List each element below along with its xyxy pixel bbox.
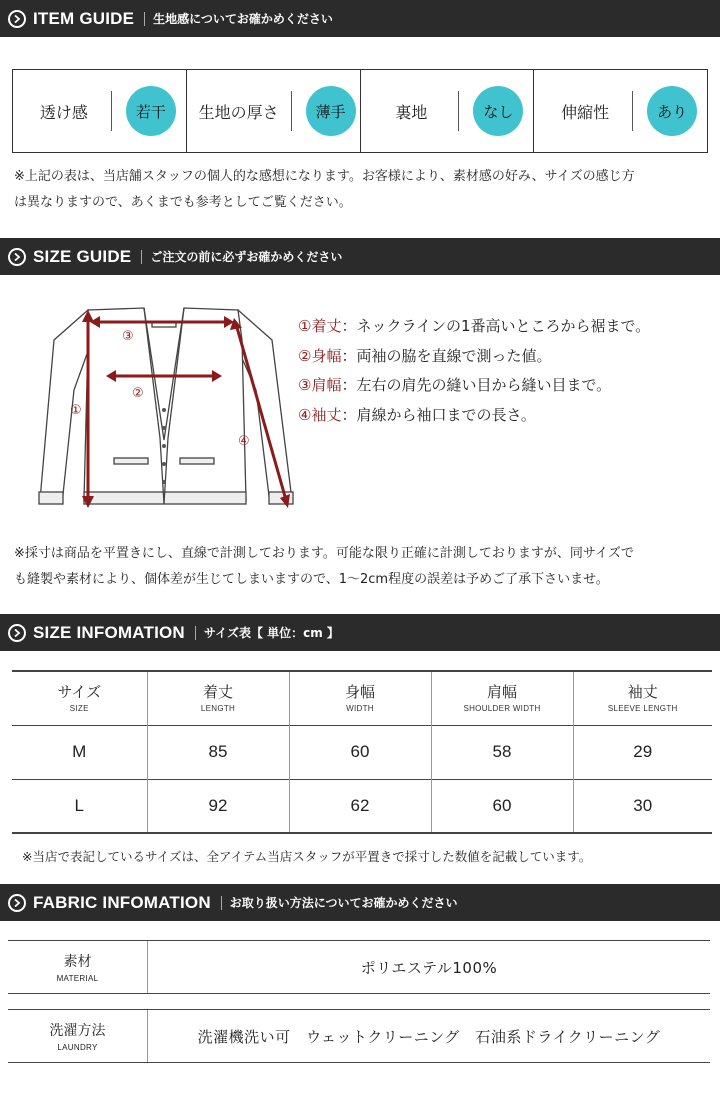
chevron-right-icon bbox=[8, 248, 26, 266]
size-guide-title: SIZE GUIDE bbox=[33, 246, 132, 266]
marker-length: ① bbox=[70, 403, 82, 418]
size-info-subtitle: サイズ表【 単位：cm 】 bbox=[203, 626, 339, 640]
guide-label: 透け感 bbox=[39, 102, 88, 122]
marker-shoulder: ③ bbox=[122, 329, 134, 344]
cell-length: 92 bbox=[147, 779, 289, 833]
guide-badge: 薄手 bbox=[306, 86, 356, 136]
cell-sleeve: 30 bbox=[573, 779, 712, 833]
definition-key: ④袖丈 bbox=[298, 405, 342, 424]
cell-shoulder: 58 bbox=[431, 725, 573, 779]
guide-badge: 若干 bbox=[126, 86, 176, 136]
chevron-right-icon bbox=[8, 10, 26, 28]
measurement-definitions bbox=[298, 311, 650, 429]
guide-cell-transparency bbox=[13, 70, 187, 152]
size-info-note: ※当店で表記しているサイズは、全アイテム当店スタッフが平置きで採寸した数値を記載しています。 bbox=[22, 849, 592, 864]
guide-label: 伸縮性 bbox=[561, 102, 610, 122]
definition-key: ③肩幅 bbox=[298, 376, 342, 395]
fabric-info-header bbox=[0, 884, 720, 921]
cell-width: 60 bbox=[289, 725, 431, 779]
size-guide-note bbox=[14, 541, 710, 593]
guide-label: 裏地 bbox=[395, 102, 428, 122]
size-info-title: SIZE INFOMATION bbox=[33, 622, 185, 642]
definition-row bbox=[298, 370, 650, 400]
cell-size: L bbox=[12, 779, 147, 833]
col-width: 身幅 WIDTH bbox=[289, 671, 431, 725]
guide-label: 生地の厚さ bbox=[198, 102, 279, 122]
laundry-value: 洗濯機洗い可 ウェットクリーニング 石油系ドライクリーニング bbox=[197, 1027, 661, 1046]
fabric-info-title: FABRIC INFOMATION bbox=[33, 892, 211, 912]
material-value: ポリエステル100% bbox=[360, 958, 498, 977]
fabric-material-row bbox=[8, 940, 710, 994]
note-line: ※採寸は商品を平置きにし、直線で計測しております。可能な限り正確に計測しておりますが、同サイズで bbox=[14, 546, 634, 561]
item-guide-table bbox=[12, 69, 708, 153]
item-guide-title: ITEM GUIDE bbox=[33, 8, 135, 28]
size-table bbox=[12, 670, 712, 834]
chevron-right-icon bbox=[8, 894, 26, 912]
guide-badge: あり bbox=[647, 86, 697, 136]
item-guide-header bbox=[0, 0, 720, 37]
item-guide-note bbox=[14, 164, 710, 216]
cell-width: 62 bbox=[289, 779, 431, 833]
definition-row bbox=[298, 341, 650, 371]
col-shoulder: 肩幅 SHOULDER WIDTH bbox=[431, 671, 573, 725]
guide-cell-thickness bbox=[187, 70, 361, 152]
col-sleeve: 袖丈 SLEEVE LENGTH bbox=[573, 671, 712, 725]
cardigan-diagram bbox=[34, 300, 296, 514]
item-guide-subtitle: 生地感についてお確かめください bbox=[153, 12, 333, 26]
note-line: も縫製や素材により、個体差が生じてしまいますので、1〜2cm程度の誤差は予めご了承下さいませ。 bbox=[14, 572, 609, 587]
guide-cell-stretch bbox=[534, 70, 707, 152]
size-guide-subtitle: ご注文の前に必ずお確かめください bbox=[150, 250, 343, 264]
note-line: ※上記の表は、当店舗スタッフの個人的な感想になります。お客様により、素材感の好み、サイズの感じ方 bbox=[14, 169, 635, 184]
chevron-right-icon bbox=[8, 624, 26, 642]
table-row bbox=[12, 725, 712, 779]
marker-width: ② bbox=[132, 386, 144, 401]
definition-row bbox=[298, 400, 650, 430]
definition-text: ：左右の肩先の縫い目から縫い目まで。 bbox=[341, 376, 612, 395]
definition-text: ：ネックラインの1番高いところから裾まで。 bbox=[341, 317, 651, 336]
table-row bbox=[12, 779, 712, 833]
guide-cell-lining bbox=[361, 70, 535, 152]
guide-badge: なし bbox=[473, 86, 523, 136]
definition-text: ：肩線から袖口までの長さ。 bbox=[341, 405, 536, 424]
laundry-header: 洗濯方法 LAUNDRY bbox=[8, 1010, 148, 1062]
size-info-header bbox=[0, 614, 720, 651]
material-header: 素材 MATERIAL bbox=[8, 941, 148, 993]
cell-sleeve: 29 bbox=[573, 725, 712, 779]
marker-sleeve: ④ bbox=[238, 434, 250, 449]
definition-key: ①着丈 bbox=[298, 317, 342, 336]
definition-key: ②身幅 bbox=[298, 346, 342, 365]
cell-shoulder: 60 bbox=[431, 779, 573, 833]
size-table-header bbox=[12, 671, 712, 725]
col-length: 着丈 LENGTH bbox=[147, 671, 289, 725]
fabric-laundry-row bbox=[8, 1009, 710, 1063]
definition-row bbox=[298, 311, 650, 341]
note-line: は異なりますので、あくまでも参考としてご覧ください。 bbox=[14, 195, 352, 210]
fabric-info-subtitle: お取り扱い方法についてお確かめください bbox=[229, 896, 458, 910]
col-size: サイズ SIZE bbox=[12, 671, 147, 725]
size-guide-header bbox=[0, 238, 720, 275]
cell-length: 85 bbox=[147, 725, 289, 779]
definition-text: ：両袖の脇を直線で測った値。 bbox=[341, 346, 552, 365]
cell-size: M bbox=[12, 725, 147, 779]
